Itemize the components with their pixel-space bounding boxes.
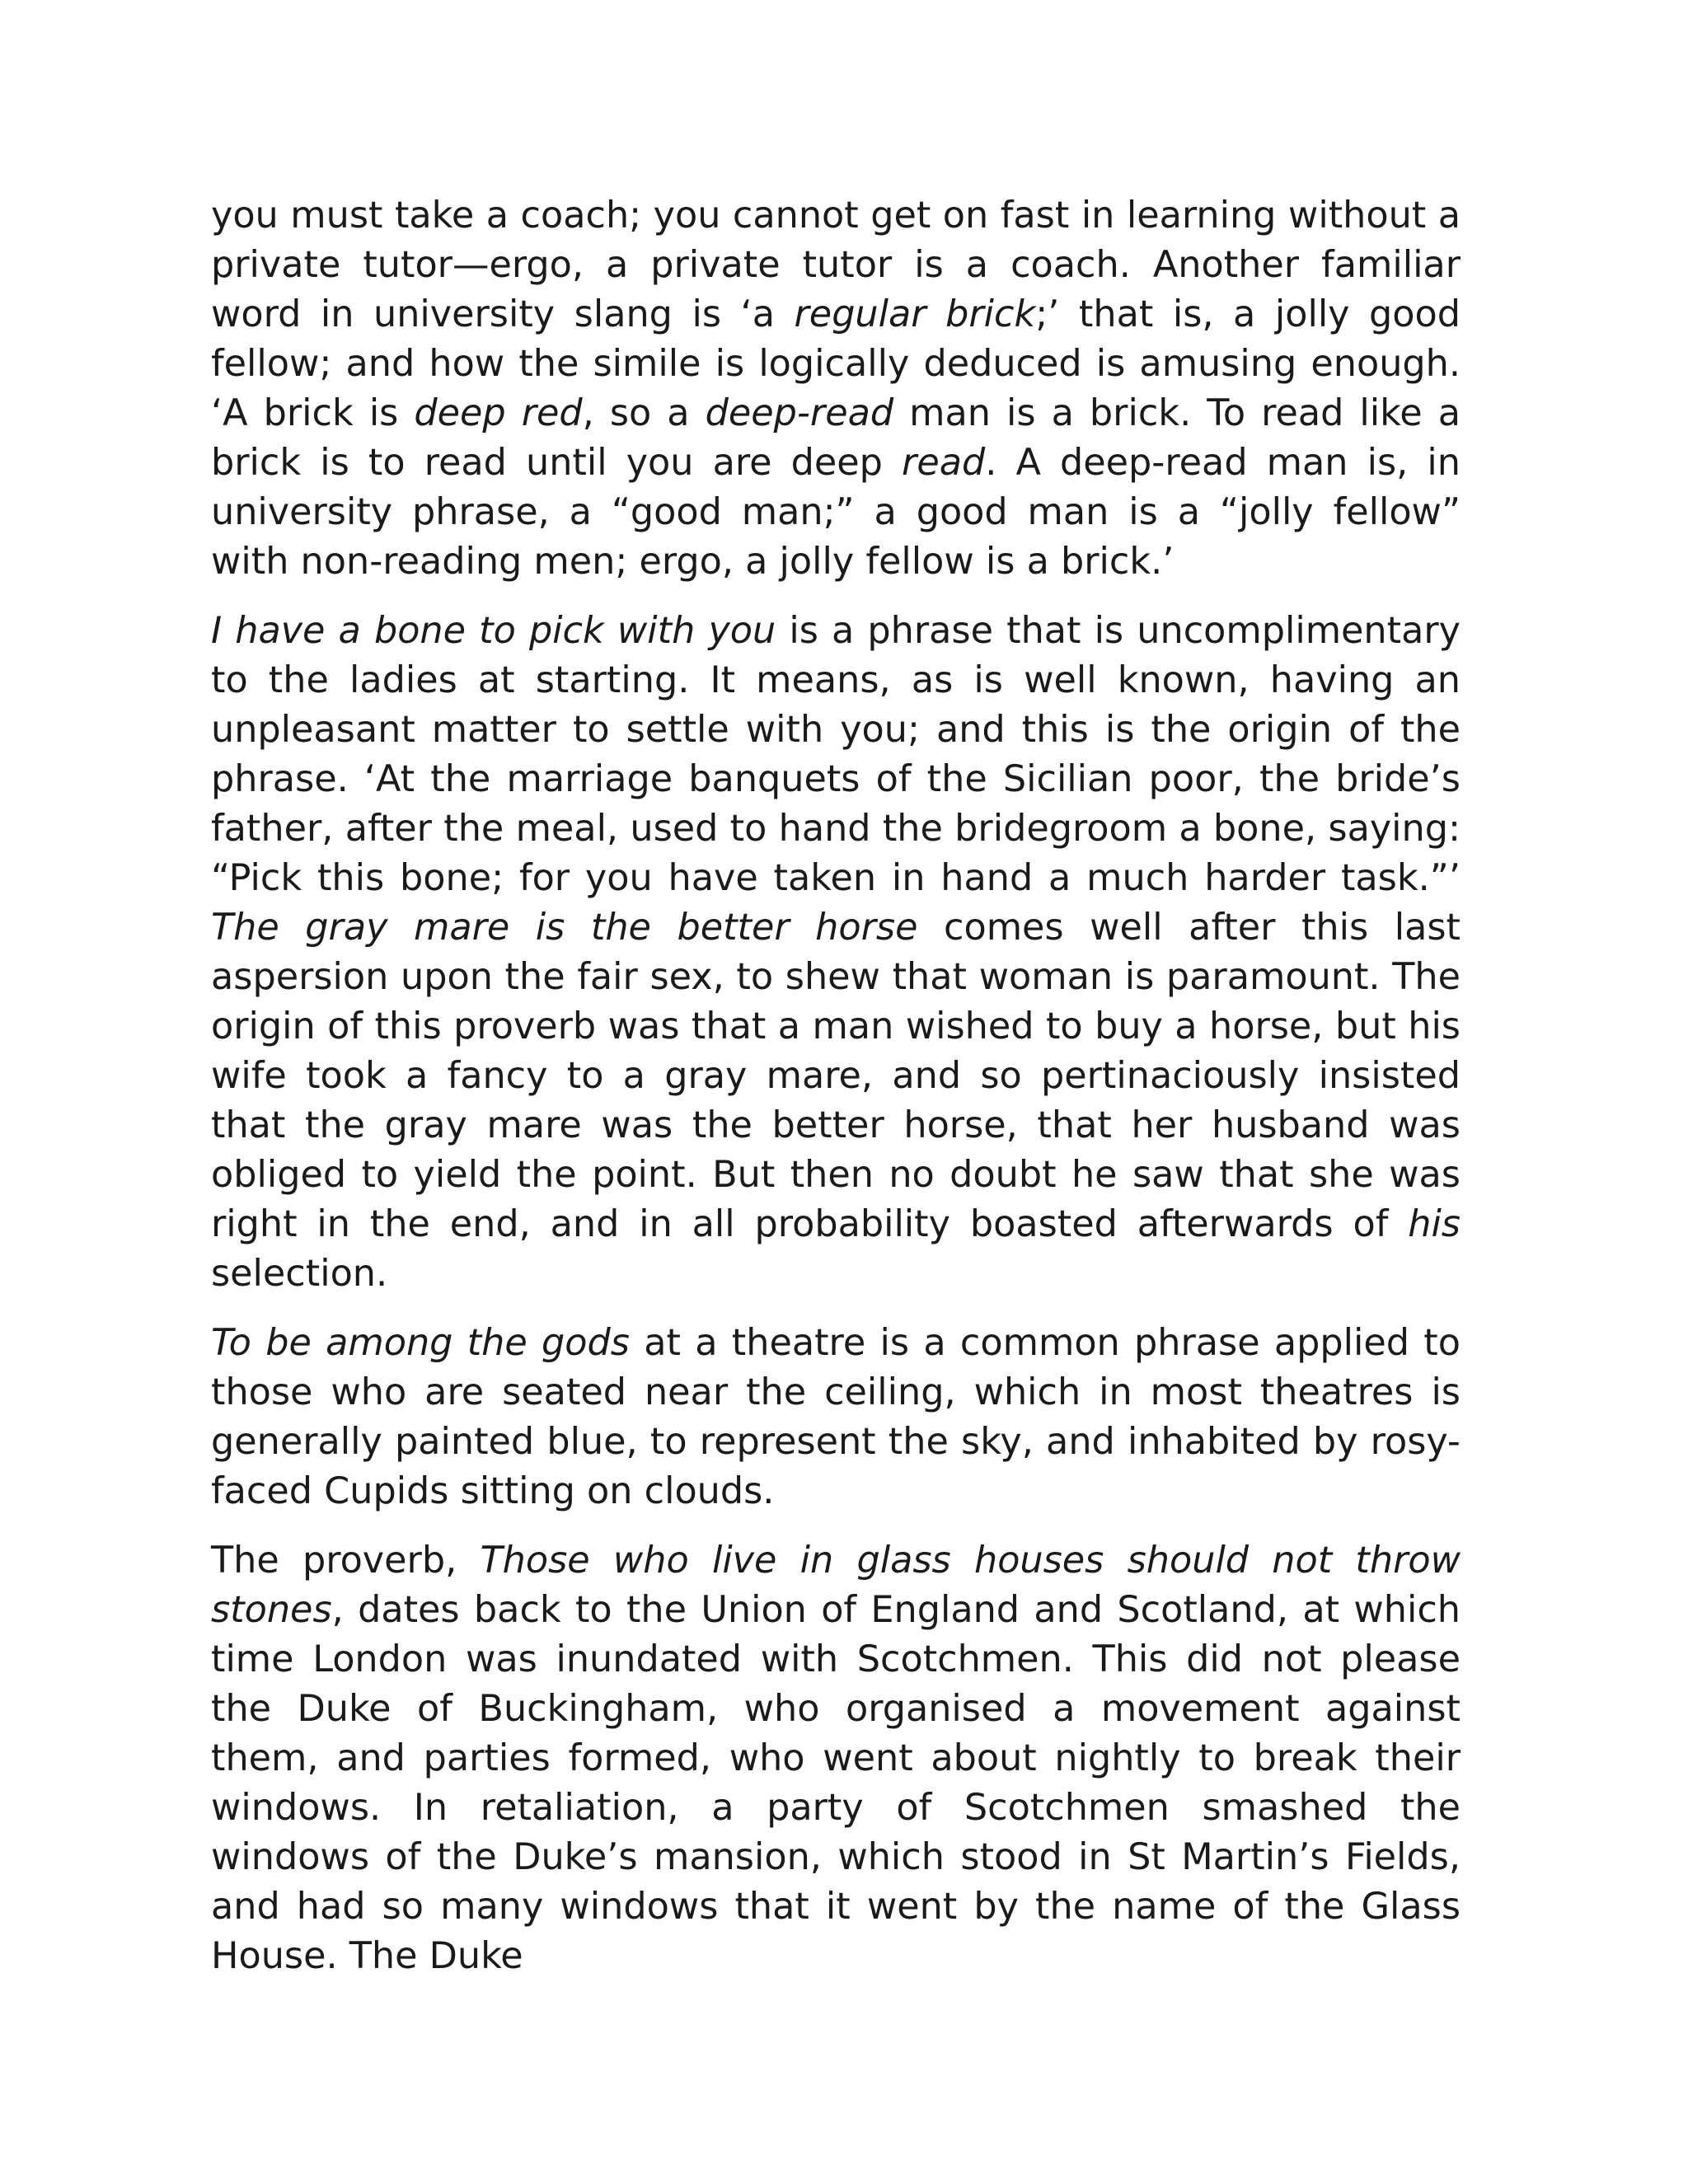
paragraph-glass-houses (211, 1536, 1461, 1981)
italic-segment: deep-read (705, 392, 894, 434)
italic-segment: Those who live in glass houses should not throw stones (211, 1540, 1461, 1631)
text-segment: at a theatre is a common phrase applied to those who are seated near the ceiling, which in most theatres is generally painted blue, to represent the sky, and inhabited by rosy-faced Cupids sitting on clouds. (211, 1322, 1461, 1512)
text-segment: is a phrase that is uncomplimentary to the ladies at starting. It means, as is well known, having an unpleasant matter to settle with you; and this is the origin of the phrase. ‘At the marriage banquets of the Sicilian poor, the bride’s father, after the meal, used to hand the bridegroom a bone, saying: “Pick this bone; for you have taken in hand a much harder task.”’ (211, 610, 1461, 899)
text-segment: man is a brick. To read like a brick is to read until you are deep (211, 392, 1461, 484)
italic-segment: deep red (414, 392, 583, 434)
text-segment: ;’ that is, a jolly good fellow; and how the simile is logically deduced is amusing enough. ‘A brick is (211, 293, 1461, 434)
page-body (211, 191, 1461, 1981)
italic-segment: I have a bone to pick with you (211, 610, 776, 652)
text-segment: comes well after this last aspersion upon the fair sex, to shew that woman is paramount. The origin of this proverb was that a man wished to buy a horse, but his wife took a fancy to a gray mare, and so pertinaciously insisted that the gray mare was the better horse, that her husband was obliged to yield the point. But then no doubt he saw that she was right in the end, and in all probability boasted afterwards of (211, 907, 1461, 1245)
paragraph-bone-gray-mare (211, 607, 1461, 1299)
italic-segment: To be among the gods (211, 1322, 630, 1364)
text-segment: , so a (582, 392, 706, 434)
paragraph-among-the-gods (211, 1319, 1461, 1516)
paragraph-coach-brick (211, 191, 1461, 587)
italic-segment: regular brick (794, 293, 1036, 335)
text-segment: The proverb, (211, 1540, 481, 1582)
text-segment: . A deep-read man is, in university phrase, a “good man;” a good man is a “jolly fellow” with non-reading men; ergo, a jolly fellow is a brick.’ (211, 442, 1461, 583)
italic-segment: The gray mare is the better horse (211, 907, 918, 949)
italic-segment: read (902, 442, 986, 484)
text-segment: , dates back to the Union of England and Scotland, at which time London was inundated with Scotchmen. This did not please the Duke of Buckingham, who organised a movement against them, and parties formed, who went about nightly to break their windows. In retaliation, a party of Scotchmen smashed the windows of the Duke’s mansion, which stood in St Martin’s Fields, and had so many windows that it went by the name of the Glass House. The Duke (211, 1589, 1461, 1977)
text-segment: you must take a coach; you cannot get on fast in learning without a private tutor—ergo, a private tutor is a coach. Another familiar word in university slang is ‘a (211, 194, 1461, 335)
italic-segment: his (1408, 1203, 1461, 1245)
text-segment: selection. (211, 1253, 388, 1295)
